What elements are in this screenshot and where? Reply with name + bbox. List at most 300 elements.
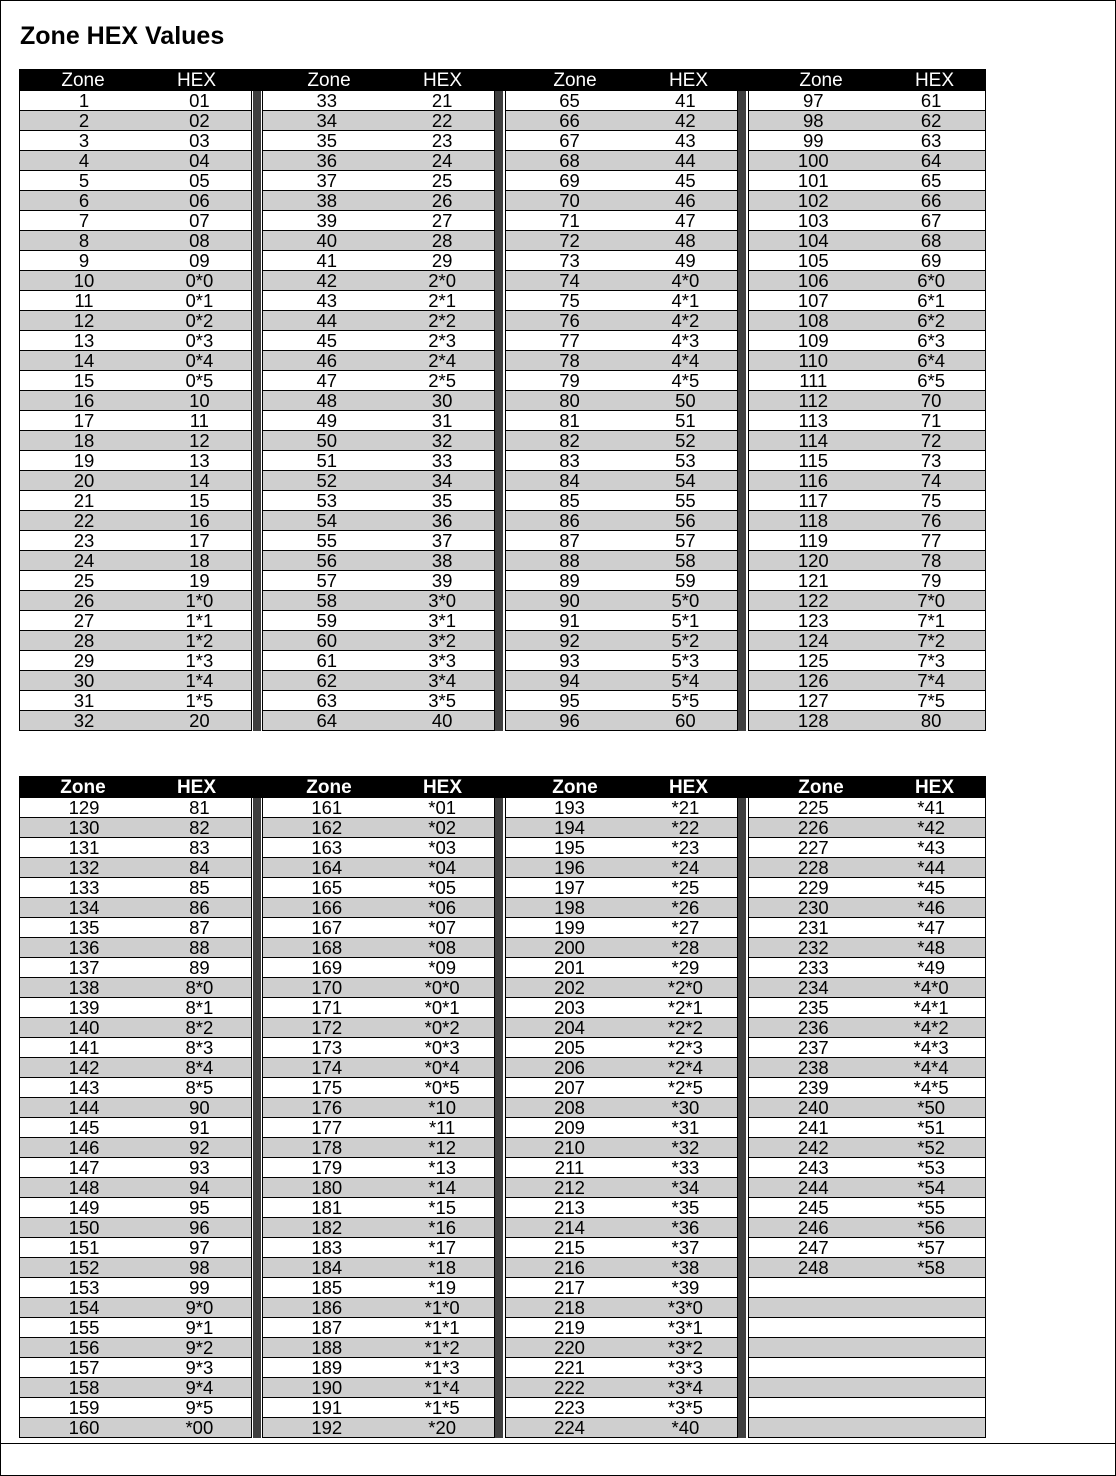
table-row xyxy=(263,311,494,331)
hex-cell: *3*3 xyxy=(667,1357,703,1378)
table-row xyxy=(506,511,738,531)
hex-column-header: HEX xyxy=(422,70,463,91)
table-row xyxy=(263,711,494,731)
hex-cell: *44 xyxy=(917,857,946,878)
header-group xyxy=(757,69,984,91)
table-row xyxy=(20,938,251,958)
table-row xyxy=(263,1378,494,1398)
zone-table-1 xyxy=(19,69,986,731)
zone-cell: 170 xyxy=(311,977,343,998)
zone-cell: 228 xyxy=(797,857,829,878)
zone-cell: 117 xyxy=(798,490,829,511)
hex-cell: 87 xyxy=(189,917,210,938)
table-row xyxy=(749,1118,985,1138)
zone-cell: 237 xyxy=(797,1037,829,1058)
hex-cell: *39 xyxy=(671,1277,700,1298)
table-row xyxy=(749,551,985,571)
table-row xyxy=(506,818,738,838)
zone-cell: 26 xyxy=(73,590,95,611)
zone-cell: 127 xyxy=(797,690,829,711)
zone-cell: 6 xyxy=(78,190,90,211)
table-row xyxy=(749,1278,985,1298)
hex-cell: 43 xyxy=(675,130,696,151)
hex-cell: 9*5 xyxy=(185,1397,214,1418)
zone-cell: 76 xyxy=(559,310,580,331)
table-row xyxy=(20,1398,251,1418)
table-row xyxy=(263,591,494,611)
hex-cell: *03 xyxy=(428,837,457,858)
hex-cell: *0*5 xyxy=(424,1077,460,1098)
hex-cell: *32 xyxy=(671,1137,700,1158)
table-row xyxy=(749,531,985,551)
zone-cell: 229 xyxy=(797,877,829,898)
zone-cell: 17 xyxy=(73,410,95,431)
table-row xyxy=(749,671,985,691)
table-row xyxy=(749,1078,985,1098)
hex-cell: 1*1 xyxy=(185,610,214,631)
hex-cell: *50 xyxy=(917,1097,946,1118)
zone-cell: 55 xyxy=(316,530,338,551)
hex-cell: 42 xyxy=(675,110,696,131)
table-row xyxy=(749,1258,985,1278)
hex-cell: 26 xyxy=(431,190,453,211)
hex-cell: 8*2 xyxy=(185,1017,214,1038)
hex-cell: *1*3 xyxy=(424,1357,460,1378)
hex-cell: 45 xyxy=(675,170,696,191)
table-row xyxy=(506,191,738,211)
hex-cell: 91 xyxy=(189,1117,210,1138)
zone-cell: 199 xyxy=(554,917,585,938)
table-row xyxy=(506,391,738,411)
zone-cell: 53 xyxy=(316,490,338,511)
table-row xyxy=(749,451,985,471)
zone-cell: 45 xyxy=(316,330,338,351)
zone-cell: 243 xyxy=(797,1157,829,1178)
header-group xyxy=(19,776,246,798)
zone-cell: 126 xyxy=(797,670,829,691)
hex-cell: 82 xyxy=(189,817,210,838)
table-row xyxy=(749,311,985,331)
zone-cell: 145 xyxy=(68,1117,100,1138)
zone-cell: 211 xyxy=(554,1157,585,1178)
zone-cell: 248 xyxy=(797,1257,829,1278)
table-row xyxy=(263,391,494,411)
zone-cell: 182 xyxy=(311,1217,343,1238)
zone-cell: 95 xyxy=(559,690,580,711)
zone-cell: 94 xyxy=(559,670,580,691)
hex-cell: 75 xyxy=(920,490,942,511)
table-row xyxy=(749,1038,985,1058)
zone-cell: 20 xyxy=(73,470,95,491)
table-row xyxy=(749,1418,985,1438)
zone-cell: 192 xyxy=(311,1417,343,1438)
table-row xyxy=(749,918,985,938)
hex-cell: 54 xyxy=(675,470,696,491)
table-row xyxy=(263,1318,494,1338)
table-row xyxy=(506,291,738,311)
table-row xyxy=(20,211,251,231)
table-row xyxy=(506,311,738,331)
table-row xyxy=(749,1298,985,1318)
table-row xyxy=(263,351,494,371)
table-row xyxy=(263,271,494,291)
zone-cell: 114 xyxy=(798,430,829,451)
table-row xyxy=(263,998,494,1018)
table-row xyxy=(263,1278,494,1298)
table-row xyxy=(263,1038,494,1058)
zone-cell: 98 xyxy=(802,110,824,131)
table-row xyxy=(506,251,738,271)
zone-cell: 188 xyxy=(311,1337,343,1358)
hex-cell: *2*4 xyxy=(667,1057,703,1078)
zone-cell: 16 xyxy=(73,390,95,411)
zone-cell: 110 xyxy=(798,350,829,371)
zone-cell: 42 xyxy=(316,270,338,291)
hex-cell: 07 xyxy=(189,210,210,231)
hex-cell: 04 xyxy=(189,150,210,171)
hex-cell: 34 xyxy=(431,470,453,491)
hex-cell: *06 xyxy=(428,897,457,918)
hex-cell: 0*2 xyxy=(185,310,214,331)
zone-cell: 64 xyxy=(316,710,338,731)
hex-cell: *43 xyxy=(917,837,946,858)
table-row xyxy=(506,998,738,1018)
zone-cell: 100 xyxy=(797,150,829,171)
table-row xyxy=(506,411,738,431)
hex-cell: 52 xyxy=(675,430,696,451)
hex-cell: 47 xyxy=(675,210,696,231)
table-row xyxy=(263,1138,494,1158)
table-row xyxy=(20,798,251,818)
hex-cell: *05 xyxy=(428,877,457,898)
hex-cell: *42 xyxy=(917,817,946,838)
zone-cell: 15 xyxy=(73,370,95,391)
zone-cell: 103 xyxy=(797,210,829,231)
table-row xyxy=(263,111,494,131)
table-row xyxy=(749,1378,985,1398)
table-row xyxy=(506,1198,738,1218)
table-row xyxy=(506,111,738,131)
table-row xyxy=(20,1118,251,1138)
hex-cell: *09 xyxy=(428,957,457,978)
zone-cell: 124 xyxy=(797,630,829,651)
hex-cell: *12 xyxy=(428,1137,457,1158)
table-row xyxy=(20,271,251,291)
zone-cell: 158 xyxy=(68,1377,100,1398)
hex-cell: 6*0 xyxy=(917,270,946,291)
zone-cell: 238 xyxy=(797,1057,829,1078)
table-row xyxy=(20,1278,251,1298)
hex-cell: 71 xyxy=(920,410,942,431)
hex-cell: 70 xyxy=(920,390,942,411)
table-row xyxy=(263,918,494,938)
hex-cell: 72 xyxy=(920,430,942,451)
zone-column-header: Zone xyxy=(553,70,597,91)
zone-cell: 93 xyxy=(559,650,580,671)
table-row xyxy=(506,531,738,551)
table-row xyxy=(506,1278,738,1298)
table-row xyxy=(506,571,738,591)
zone-cell: 7 xyxy=(78,210,90,231)
hex-cell: *21 xyxy=(671,797,700,818)
table-row xyxy=(749,1218,985,1238)
hex-column-header: HEX xyxy=(914,70,955,91)
hex-cell: *45 xyxy=(917,877,946,898)
zone-cell: 52 xyxy=(316,470,338,491)
hex-cell: *3*4 xyxy=(667,1377,703,1398)
hex-cell: *56 xyxy=(917,1217,946,1238)
hex-cell: 40 xyxy=(431,710,453,731)
zone-cell: 32 xyxy=(73,710,95,731)
table-row xyxy=(506,1098,738,1118)
zone-cell xyxy=(749,1338,877,1357)
hex-cell: 12 xyxy=(189,430,210,451)
hex-cell: *1*2 xyxy=(424,1337,460,1358)
table-row xyxy=(506,1018,738,1038)
zone-cell: 210 xyxy=(554,1137,585,1158)
zone-cell: 148 xyxy=(68,1177,100,1198)
zone-cell: 165 xyxy=(311,877,343,898)
table-row xyxy=(20,591,251,611)
zone-cell: 196 xyxy=(554,857,585,878)
zone-cell: 5 xyxy=(78,170,90,191)
zone-cell: 175 xyxy=(311,1077,343,1098)
zone-cell xyxy=(749,1398,877,1417)
zone-cell: 209 xyxy=(554,1117,585,1138)
table-row xyxy=(20,818,251,838)
hex-cell xyxy=(877,1358,985,1377)
zone-cell: 1 xyxy=(78,90,90,111)
hex-cell: *26 xyxy=(671,897,700,918)
zone-cell: 44 xyxy=(316,310,338,331)
zone-cell: 18 xyxy=(73,430,95,451)
hex-cell: *46 xyxy=(917,897,946,918)
hex-cell: 20 xyxy=(189,710,210,731)
zone-cell: 36 xyxy=(316,150,338,171)
hex-column-header: HEX xyxy=(668,777,709,798)
zone-cell: 236 xyxy=(797,1017,829,1038)
zone-cell: 137 xyxy=(68,957,100,978)
zone-column-header: Zone xyxy=(307,70,351,91)
hex-cell: *07 xyxy=(428,917,457,938)
zone-cell: 67 xyxy=(559,130,580,151)
zone-cell: 149 xyxy=(68,1197,100,1218)
zone-cell: 74 xyxy=(559,270,580,291)
hex-cell: *40 xyxy=(671,1417,700,1438)
hex-cell: *17 xyxy=(428,1237,457,1258)
hex-cell: *4*4 xyxy=(913,1057,949,1078)
zone-cell: 80 xyxy=(559,390,580,411)
hex-cell: 21 xyxy=(431,90,453,111)
zone-cell: 146 xyxy=(68,1137,100,1158)
hex-cell: 16 xyxy=(189,510,210,531)
hex-cell: 4*4 xyxy=(671,350,700,371)
hex-cell: 65 xyxy=(920,170,942,191)
hex-cell: 9*4 xyxy=(185,1377,214,1398)
table-row xyxy=(263,571,494,591)
table-row xyxy=(20,691,251,711)
zone-cell: 99 xyxy=(802,130,824,151)
table-row xyxy=(506,1318,738,1338)
zone-cell: 29 xyxy=(73,650,95,671)
zone-cell: 157 xyxy=(68,1357,100,1378)
zone-cell: 58 xyxy=(316,590,338,611)
hex-cell: 61 xyxy=(920,90,942,111)
hex-cell: 24 xyxy=(431,150,453,171)
hex-cell: 9*1 xyxy=(185,1317,214,1338)
table-row xyxy=(20,311,251,331)
table-row xyxy=(749,511,985,531)
zone-cell: 172 xyxy=(311,1017,343,1038)
table-row xyxy=(749,151,985,171)
zone-cell: 38 xyxy=(316,190,338,211)
hex-cell: 1*4 xyxy=(185,670,214,691)
hex-cell: *29 xyxy=(671,957,700,978)
table-row xyxy=(20,958,251,978)
table-row xyxy=(20,291,251,311)
table-row xyxy=(506,838,738,858)
hex-cell: *1*5 xyxy=(424,1397,460,1418)
zone-cell: 84 xyxy=(559,470,580,491)
table-row xyxy=(749,1358,985,1378)
table-row xyxy=(749,591,985,611)
hex-cell: *55 xyxy=(917,1197,946,1218)
table-row xyxy=(506,1398,738,1418)
table-row xyxy=(506,691,738,711)
zone-cell: 217 xyxy=(554,1277,585,1298)
table-row xyxy=(20,878,251,898)
table-row xyxy=(263,958,494,978)
table-column xyxy=(748,91,986,731)
hex-cell: 4*5 xyxy=(671,370,700,391)
hex-cell: 84 xyxy=(189,857,210,878)
zone-cell: 2 xyxy=(78,110,90,131)
zone-cell: 130 xyxy=(68,817,100,838)
column-separator xyxy=(253,91,261,731)
hex-cell: 32 xyxy=(431,430,453,451)
zone-cell: 92 xyxy=(559,630,580,651)
zone-cell: 59 xyxy=(316,610,338,631)
zone-cell: 30 xyxy=(73,670,95,691)
table-row xyxy=(263,231,494,251)
hex-cell: 73 xyxy=(920,450,942,471)
table-row xyxy=(749,331,985,351)
table-row xyxy=(20,1378,251,1398)
zone-cell: 125 xyxy=(797,650,829,671)
hex-cell: *48 xyxy=(917,937,946,958)
table-row xyxy=(263,431,494,451)
zone-cell: 87 xyxy=(559,530,580,551)
hex-cell: *01 xyxy=(428,797,457,818)
hex-column-header: HEX xyxy=(422,777,463,798)
table-row xyxy=(506,611,738,631)
hex-cell: *2*0 xyxy=(667,977,703,998)
hex-cell: 6*5 xyxy=(917,370,946,391)
table-row xyxy=(263,211,494,231)
table-row xyxy=(20,151,251,171)
hex-cell: 36 xyxy=(431,510,453,531)
zone-cell: 215 xyxy=(554,1237,585,1258)
zone-cell: 232 xyxy=(797,937,829,958)
header-group xyxy=(757,776,984,798)
hex-cell: *23 xyxy=(671,837,700,858)
table-row xyxy=(749,471,985,491)
hex-cell: 79 xyxy=(920,570,942,591)
hex-cell: 39 xyxy=(431,570,453,591)
table-row xyxy=(20,331,251,351)
hex-cell: 3*3 xyxy=(428,650,457,671)
zone-cell: 216 xyxy=(554,1257,585,1278)
hex-cell: *10 xyxy=(428,1097,457,1118)
table-row xyxy=(20,651,251,671)
table-row xyxy=(749,878,985,898)
hex-cell: 57 xyxy=(675,530,696,551)
table-row xyxy=(749,611,985,631)
hex-cell: 67 xyxy=(920,210,942,231)
table-row xyxy=(20,1178,251,1198)
zone-cell: 151 xyxy=(68,1237,100,1258)
zone-cell: 10 xyxy=(73,270,95,291)
hex-cell: *3*1 xyxy=(667,1317,703,1338)
hex-cell: 37 xyxy=(431,530,453,551)
table-row xyxy=(263,691,494,711)
zone-cell: 177 xyxy=(311,1117,343,1138)
table-row xyxy=(506,371,738,391)
table-row xyxy=(20,451,251,471)
hex-cell: *2*1 xyxy=(667,997,703,1018)
table-row xyxy=(506,651,738,671)
hex-cell: *27 xyxy=(671,917,700,938)
table-row xyxy=(263,978,494,998)
zone-cell: 218 xyxy=(554,1297,585,1318)
zone-cell: 11 xyxy=(74,290,94,311)
zone-cell: 57 xyxy=(316,570,338,591)
table-row xyxy=(749,271,985,291)
zone-cell: 47 xyxy=(316,370,338,391)
zone-cell: 75 xyxy=(559,290,580,311)
table-row xyxy=(263,1418,494,1438)
hex-cell: 6*4 xyxy=(917,350,946,371)
zone-cell: 133 xyxy=(68,877,100,898)
table-row xyxy=(20,231,251,251)
hex-cell: 2*5 xyxy=(428,370,457,391)
table-row xyxy=(506,331,738,351)
zone-cell: 101 xyxy=(797,170,829,191)
zone-cell: 96 xyxy=(559,710,580,731)
zone-cell: 134 xyxy=(68,897,100,918)
table-row xyxy=(749,1158,985,1178)
hex-cell: 7*1 xyxy=(917,610,946,631)
hex-column-header: HEX xyxy=(668,70,709,91)
table-row xyxy=(749,711,985,731)
hex-cell: *31 xyxy=(671,1117,700,1138)
zone-cell xyxy=(749,1298,877,1317)
hex-cell: *4*0 xyxy=(913,977,949,998)
hex-cell: 01 xyxy=(189,90,210,111)
table-row xyxy=(263,511,494,531)
hex-cell: 55 xyxy=(675,490,696,511)
table-row xyxy=(506,958,738,978)
hex-cell: 19 xyxy=(189,570,210,591)
zone-cell: 219 xyxy=(554,1317,585,1338)
zone-cell: 173 xyxy=(311,1037,343,1058)
hex-cell: *04 xyxy=(428,857,457,878)
table-row xyxy=(263,371,494,391)
hex-cell: *4*1 xyxy=(913,997,949,1018)
table-row xyxy=(20,1098,251,1118)
table-row xyxy=(263,611,494,631)
table-row xyxy=(20,551,251,571)
